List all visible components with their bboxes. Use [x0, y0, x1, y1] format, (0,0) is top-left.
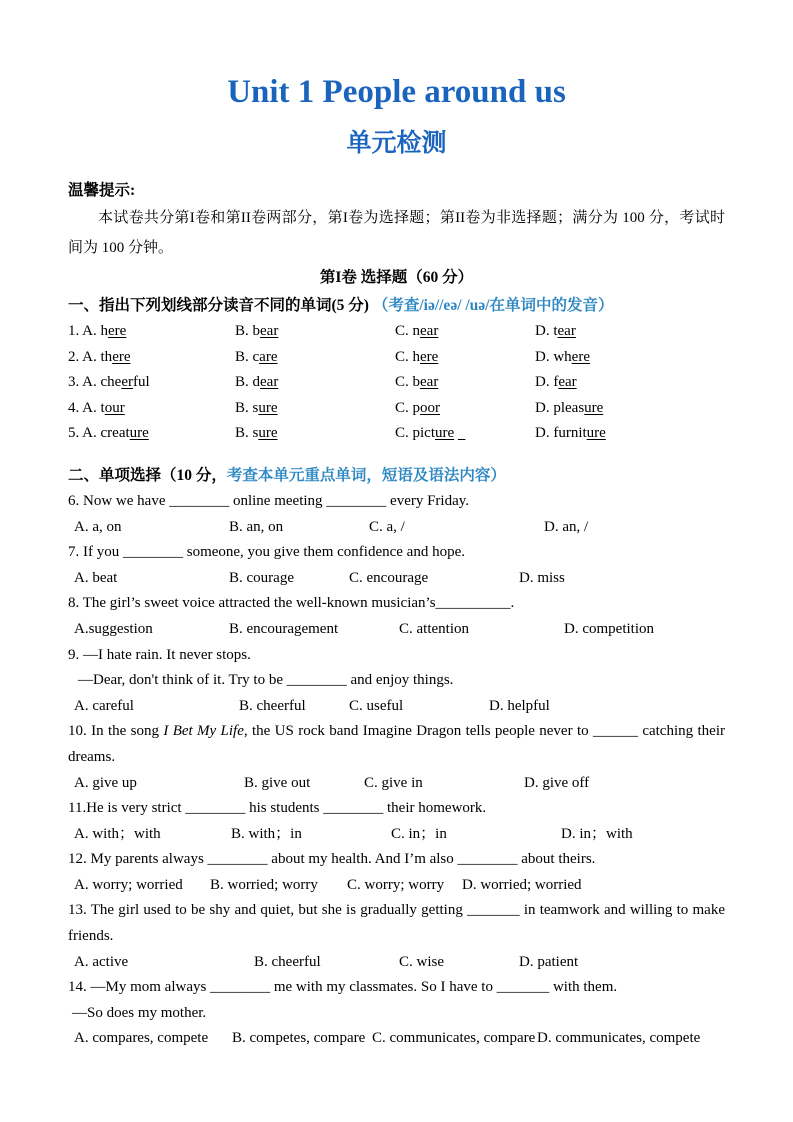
options-row — [68, 319, 725, 345]
option: D. worried; worried — [462, 876, 582, 893]
option: B. care — [235, 348, 278, 365]
question-stem: 8. The girl’s sweet voice attracted the well-known musician’s__________. — [68, 595, 515, 612]
option: A.suggestion — [74, 620, 153, 637]
option: D. competition — [564, 620, 654, 637]
option: D. give off — [524, 774, 590, 791]
option: C. worry; worry — [347, 876, 445, 893]
question-stem: 13. The girl used to be shy and quiet, but she is gradually getting _______ in teamwork and willing to make friends. — [68, 902, 725, 945]
question-q2 — [68, 345, 725, 371]
option: C. useful — [349, 697, 404, 714]
option: D. furniture — [535, 425, 606, 442]
questions-area — [68, 293, 725, 1052]
question-q8 — [68, 591, 725, 642]
option: 4. A. tour — [68, 399, 125, 416]
question-stem: 6. Now we have ________ online meeting ________ every Friday. — [68, 492, 470, 509]
option: B. sure — [235, 425, 278, 442]
section-note: 考查本单元重点单词，短语及语法内容） — [226, 466, 506, 484]
section-header — [68, 463, 725, 489]
option: C. poor — [395, 399, 441, 416]
options-row — [68, 566, 725, 592]
options-row — [68, 396, 725, 422]
section-label: 二、单项选择（10 分， — [68, 466, 227, 484]
option: B. competes, compare — [232, 1030, 366, 1047]
option: B. dear — [235, 374, 279, 391]
question-q5 — [68, 421, 725, 447]
option: D. where — [535, 348, 590, 365]
option: A. careful — [74, 697, 134, 714]
page-title: Unit 1 People around us — [227, 74, 566, 110]
section-label: 一、指出下列划线部分读音不同的单词(5 分) — [68, 297, 373, 314]
option: B. an, on — [229, 518, 284, 535]
option: A. compares, compete — [74, 1030, 209, 1047]
option: B. sure — [235, 399, 278, 416]
question-stem: —Dear, don't think of it. Try to be ________ and enjoy things. — [78, 672, 454, 689]
option: A. worry; worried — [74, 876, 183, 893]
option: 1. A. here — [68, 323, 127, 339]
option: D. helpful — [489, 697, 550, 714]
option: B. give out — [244, 774, 311, 791]
option: B. cheerful — [254, 953, 321, 970]
section-s2 — [68, 463, 725, 1052]
option: B. courage — [229, 569, 294, 586]
question-stem: 14. —My mom always ________ me with my classmates. So I have to _______ with them. — [68, 979, 618, 996]
option: C. wise — [399, 953, 444, 970]
option: D. pleasure — [535, 399, 604, 416]
option: D. miss — [519, 569, 565, 586]
intro-paragraph: 本试卷共分第I卷和第II卷两部分，第I卷为选择题；第II卷为非选择题；满分为 100 分，考试时间为 100 分钟。 — [68, 210, 725, 256]
part1-header: 第I卷 选择题（60 分） — [319, 269, 474, 286]
option: D. an, / — [544, 518, 589, 535]
question-q10 — [68, 719, 725, 796]
question-stem: 9. —I hate rain. It never stops. — [68, 646, 251, 663]
options-row — [68, 950, 725, 976]
question-q9 — [68, 643, 725, 720]
option: C. here — [395, 348, 439, 365]
option: C. attention — [399, 620, 469, 637]
option: D. communicates, compete — [537, 1030, 701, 1047]
option: 3. A. cheerful — [68, 374, 150, 391]
options-row — [68, 345, 725, 371]
question-q4 — [68, 396, 725, 422]
question-stem: 10. In the song I Bet My Life, the US rock band Imagine Dragon tells people never to ______ catching their dreams. — [68, 723, 725, 765]
option: 2. A. there — [68, 348, 131, 365]
question-q3 — [68, 370, 725, 396]
options-row — [68, 822, 725, 848]
page-subtitle: 单元检测 — [346, 130, 447, 157]
question-q1 — [68, 319, 725, 345]
question-stem: —So does my mother. — [72, 1004, 207, 1021]
option: B. bear — [235, 323, 279, 339]
option: C. give in — [364, 774, 423, 791]
option: B. worried; worry — [210, 876, 318, 893]
option: C. communicates, compare — [372, 1030, 536, 1047]
option: C. a, / — [369, 518, 405, 535]
question-q11 — [68, 796, 725, 847]
option: B. encouragement — [229, 620, 339, 637]
question-stem: 7. If you ________ someone, you give them confidence and hope. — [68, 544, 465, 561]
options-row — [68, 771, 725, 797]
options-row — [68, 421, 725, 447]
option: D. tear — [535, 323, 576, 339]
option: C. in；in — [391, 825, 447, 842]
option: A. beat — [74, 569, 118, 586]
question-stem: 12. My parents always ________ about my health. And I’m also ________ about theirs. — [68, 851, 596, 868]
option: 5. A. creature — [68, 425, 149, 442]
option: D. patient — [519, 953, 579, 970]
option: A. active — [74, 953, 129, 970]
option: C. picture — [395, 425, 455, 442]
option: C. near — [395, 323, 439, 339]
option: A. give up — [74, 774, 137, 791]
section-note: （考查/iə//eə/ /uə/在单词中的发音） — [372, 297, 614, 314]
option: B. with；in — [231, 825, 302, 842]
option: C. encourage — [349, 569, 429, 586]
option: A. with；with — [74, 825, 161, 842]
option: C. bear — [395, 374, 439, 391]
options-row — [68, 694, 725, 720]
question-stem: 11.He is very strict ________ his students ________ their homework. — [68, 800, 487, 817]
question-q14 — [68, 975, 725, 1052]
question-q6 — [68, 489, 725, 540]
option: D. fear — [535, 374, 577, 391]
question-q7 — [68, 540, 725, 591]
option: A. a, on — [74, 518, 122, 535]
tips-label: 温馨提示: — [68, 182, 136, 199]
options-row — [68, 515, 725, 541]
question-q12 — [68, 847, 725, 898]
options-row — [68, 1026, 725, 1052]
options-row — [68, 617, 725, 643]
option: B. cheerful — [239, 697, 306, 714]
section-s1 — [68, 293, 725, 447]
options-row — [68, 873, 725, 899]
question-q13 — [68, 898, 725, 975]
options-row — [68, 370, 725, 396]
option: D. in；with — [561, 825, 633, 842]
section-header — [68, 293, 725, 319]
